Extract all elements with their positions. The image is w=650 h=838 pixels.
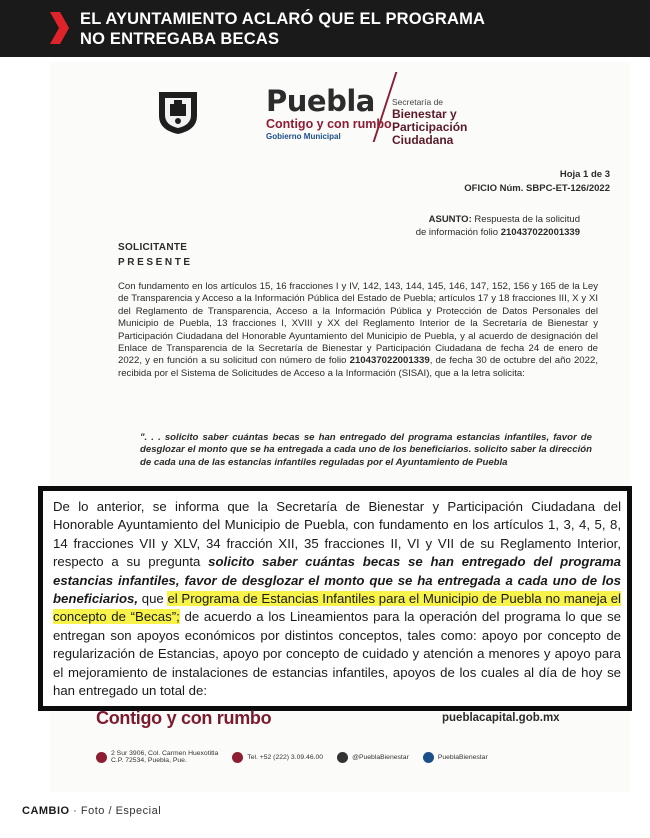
asunto-text: Respuesta de la solicitud	[471, 214, 580, 225]
addressee-line-2: PRESENTE	[118, 257, 193, 268]
address-line-2: C.P. 72534, Puebla, Pue.	[111, 757, 187, 764]
brand-gov: Gobierno Municipal	[266, 132, 341, 141]
excerpt-text	[53, 498, 621, 700]
page-count: Hoja 1 de 3	[559, 169, 610, 180]
photo-credit	[22, 805, 161, 817]
chevron-right-icon	[48, 10, 70, 46]
excerpt-box	[38, 486, 632, 711]
phone-text: Tel. +52 (222) 3.09.46.00	[247, 753, 324, 761]
headline-line-1: EL AYUNTAMIENTO ACLARÓ QUE EL PROGRAMA	[80, 10, 486, 28]
outlet-name: CAMBIO	[22, 805, 70, 817]
excerpt-highlight: el Programa de Estancias Infantiles para el Municipio de Puebla no maneja el concepto de “Becas”;	[53, 591, 621, 625]
addressee-line-1: SOLICITANTE	[118, 242, 188, 253]
excerpt-part-3: que	[138, 591, 168, 607]
twitter-text: @PueblaBienestar	[352, 753, 409, 761]
secretaria-prefix: Secretaría de	[392, 97, 444, 107]
headline-line-2: NO ENTREGABA BECAS	[80, 30, 280, 48]
coat-of-arms-icon	[153, 86, 203, 136]
credit-separator: ·	[69, 805, 81, 817]
secretaria-line-3: Ciudadana	[392, 133, 454, 147]
brand-slogan: Contigo y con rumbo	[266, 117, 392, 131]
body-folio: 210437022001339	[349, 355, 430, 367]
headline-title	[80, 9, 600, 49]
headline-bar	[0, 0, 650, 57]
secretaria-line-2: Participación	[392, 120, 468, 134]
oficio-number: OFICIO Núm. SBPC-ET-126/2022	[464, 183, 610, 194]
asunto-label: ASUNTO:	[428, 214, 472, 225]
facebook-item	[423, 752, 488, 763]
phone-item	[232, 752, 323, 763]
addressee-block	[118, 240, 193, 270]
twitter-item	[337, 752, 409, 763]
brand-name: Puebla	[266, 84, 375, 118]
brand-block	[266, 86, 392, 142]
address-line-1: 2 Sur 3906, Col. Carmen Huexotitla	[111, 750, 219, 757]
doc-reference	[464, 168, 610, 196]
facebook-text: PueblaBienestar	[437, 753, 488, 761]
facebook-icon	[423, 752, 434, 763]
excerpt-part-5: de acuerdo a los Lineamientos para la operación del programa lo que se entregan son apoyos económicos por distintos conceptos, tales como: apoyo por concepto de regularización de Estancias, apoyo por concepto de cuidado y atención a menores y apoyo para el mejoramiento de instalaciones de estancias infantiles, apoyos de los cuales al día de hoy se han entregado un total de:	[53, 609, 621, 699]
address-item	[96, 750, 218, 764]
footer-slogan: Contigo y con rumbo	[96, 708, 272, 728]
excerpt-question: solicito saber cuántas becas se han entregado del programa estancias infantiles, favor de desglozar el monto que se ha entregada a cada uno de los beneficiarios,	[53, 554, 622, 607]
body-text: Con fundamento en los artículos 15, 16 fracciones I y IV, 142, 143, 144, 145, 146, 147, 152, 156 y 165 de la Ley de Transparencia y Acceso a la Información Pública del Estado de Puebla; artículos 17 y 18 fracciones III, X y XI del Reglamento de Transparencia, Acceso a la Información Pública y Protección de Datos Personales del Municipio de Puebla, 13 fracciones I, XVIII y XX del Reglamento Interior de la Secretaría de Bienestar y Participación Ciudadana del Honorable Ayuntamiento del Municipio de Puebla, y al acuerdo de designación del Enlace de Transparencia de la Secretaría de Bienestar y Participación Ciudadana de fecha 24 de enero de 2022, y en función a su solicitud con número de folio	[118, 281, 598, 367]
footer-website: pueblacapital.gob.mx	[442, 712, 560, 724]
secretaria-block	[392, 96, 467, 147]
asunto-block	[340, 213, 580, 239]
phone-icon	[232, 752, 243, 763]
asunto-line-2: de información folio	[415, 227, 501, 238]
asunto-folio: 210437022001339	[500, 227, 580, 238]
body-paragraph	[118, 281, 598, 380]
footer-contacts	[96, 745, 566, 769]
request-quote: ". . . solicito saber cuántas becas se han entregado del programa estancias infantiles, favor de desglozar el monto que se ha entregada a cada uno de los beneficiarios. solicito saber la dirección de cada una de las estancias infantiles reguladas por el Ayuntamiento de Puebla	[140, 432, 592, 468]
body-text-2: , de fecha 30 de octubre del año 2022, recibida por el Sistema de Solicitudes de Acceso a la Información (SISAI), que a la letra solicita:	[118, 355, 598, 379]
location-pin-icon	[96, 752, 107, 763]
twitter-icon	[337, 752, 348, 763]
credit-text: Foto / Especial	[80, 805, 162, 817]
excerpt-part-1: De lo anterior, se informa que la Secretaría de Bienestar y Participación Ciudadana del Honorable Ayuntamiento del Municipio de Puebla, con fundamento en los artículos 1, 3, 4, 5, 8, 14 fracciones VII y XLV, 34 fracción XII, 35 fracciones II, VI y VII de su Reglamento Interior, respecto a su pregunta	[53, 499, 621, 570]
secretaria-line-1: Bienestar y	[392, 107, 457, 121]
